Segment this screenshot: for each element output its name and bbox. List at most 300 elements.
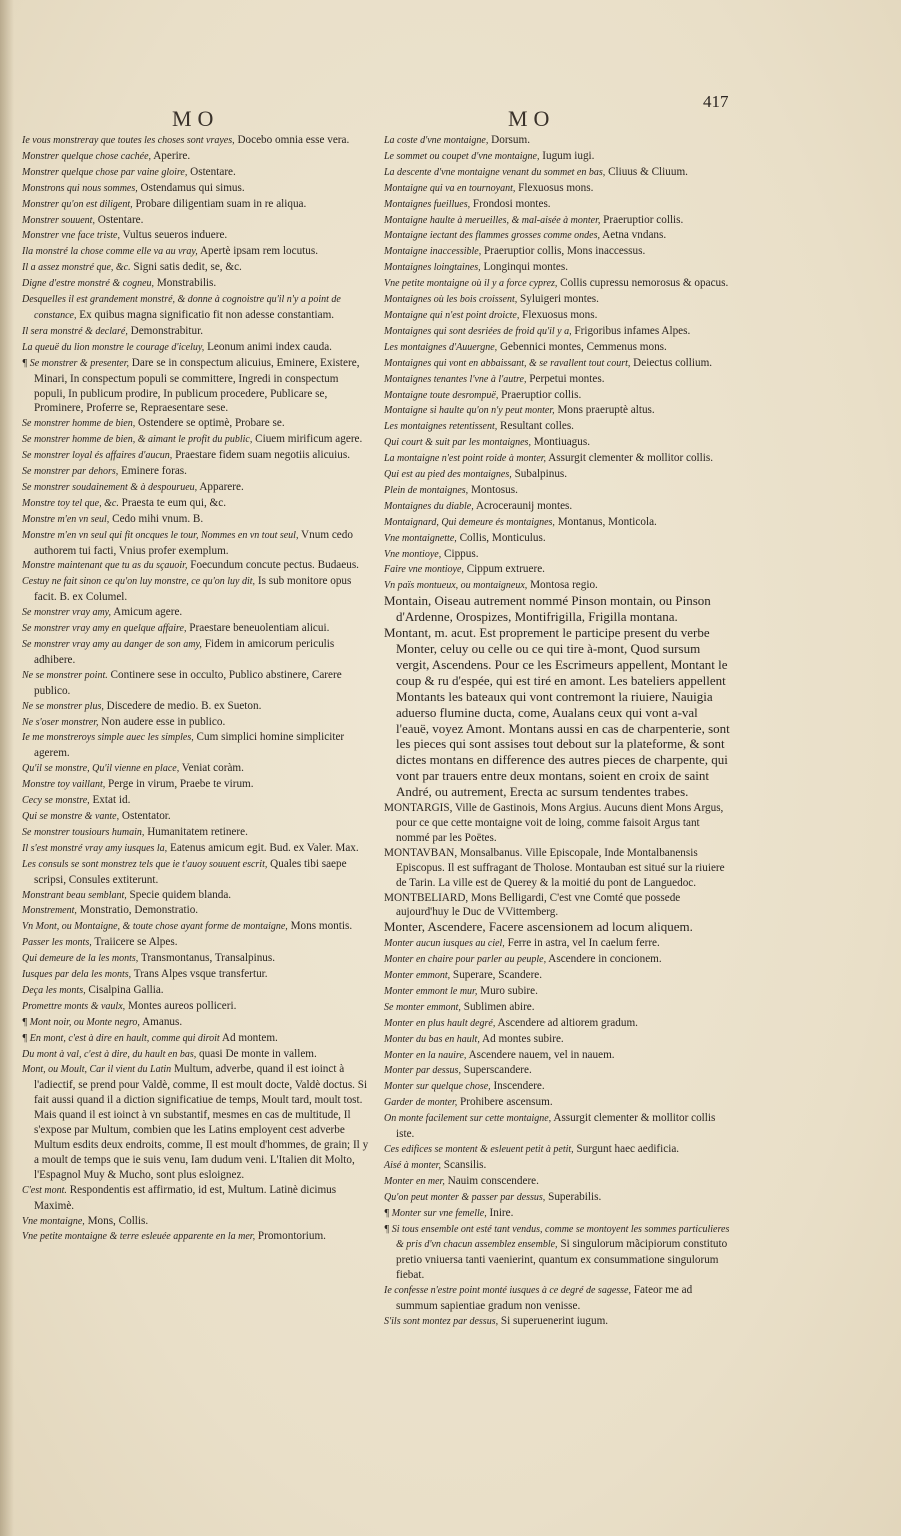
latin-translation: Montanus, Monticola.: [554, 515, 657, 528]
right-column: [384, 133, 732, 1330]
latin-translation: Probare diligentiam suam in re aliqua.: [132, 197, 307, 210]
dictionary-entry: [22, 935, 371, 951]
dictionary-entry: [22, 324, 371, 340]
dictionary-entry: [384, 846, 732, 891]
french-phrase: Montaigne inaccessible,: [384, 246, 482, 258]
french-phrase: Monstrer qu'on est diligent,: [22, 198, 133, 210]
latin-translation: Extat id.: [89, 794, 131, 807]
french-phrase: Monter sur quelque chose,: [384, 1081, 491, 1093]
latin-translation: Ascendere in concionem.: [546, 953, 662, 966]
dictionary-entry: [384, 133, 732, 149]
dictionary-entry: [384, 276, 732, 292]
latin-translation: Subalpinus.: [511, 468, 568, 481]
latin-translation: Docebo omnia esse vera.: [234, 134, 350, 146]
french-phrase: On monte facilement sur cette montaigne,: [384, 1113, 552, 1125]
french-phrase: ¶ Se monstrer & presenter,: [22, 357, 129, 369]
french-phrase: Monter emmont le mur,: [384, 985, 478, 997]
dictionary-entry: [22, 464, 371, 480]
dictionary-entry: [22, 825, 371, 841]
dictionary-entry: [384, 801, 732, 846]
french-phrase: Montaignes qui vont en abbaissant, & se ravallent tout court,: [384, 357, 631, 369]
latin-translation: Montiuagus.: [530, 436, 590, 449]
dictionary-entry: [22, 416, 371, 432]
latin-translation: Montosa regio.: [527, 579, 598, 592]
french-phrase: Monter en chaire pour parler au peuple,: [384, 954, 547, 966]
latin-translation: Collis, Monticulus.: [456, 531, 546, 544]
french-phrase: Montaignes fueillues,: [384, 198, 471, 210]
dictionary-entry: [22, 181, 371, 197]
french-phrase: Ne se monstrer point.: [22, 669, 108, 681]
latin-translation: Montant, m. acut. Est proprement le participe present du verbe Monter, celuy ou celle ou ce qui tire à-mont, Quod sursum vergit, Ascendens. Pour ce les Escrimeurs appellent, Montant le coup & ru d'espée, qui est tiré en amont. Les bateliers appellent Montants les bateaux qui vont contremont la riuiere, Nauigia aduerso flumine ducta, come, Aualans ceux qui vont a-val l'eauë, voyez Amont. Montans aussi en cas de charpenterie, sont les pieces qui sont assises tout debout sur la plateforme, & sont dictes montans en difference des autres pieces de charpente, qui vont par trauers entre deux montans, soient en croix de saint André, ou autrement, Erecta ac sursum tendentes trabes.: [384, 625, 730, 800]
french-phrase: Montaigne haulte à merueilles, & mal-aisée à monter,: [384, 214, 601, 226]
dictionary-entry: [384, 451, 732, 467]
french-phrase: Ie vous monstreray que toutes les choses sont vrayes,: [22, 135, 235, 146]
dictionary-entry: [384, 547, 732, 563]
dictionary-entry: [384, 1000, 732, 1016]
latin-translation: Ostentator.: [119, 809, 171, 822]
latin-translation: Ferre in astra, vel In caelum ferre.: [504, 937, 660, 950]
dictionary-entry: [22, 432, 371, 448]
dictionary-entry: [384, 1222, 732, 1284]
latin-translation: Is sub monitore opus facit. B. ex Columel.: [34, 575, 352, 604]
french-phrase: Deça les monts,: [22, 984, 86, 996]
dictionary-entry: [22, 761, 371, 777]
dictionary-entry: [384, 260, 732, 276]
dictionary-entry: [22, 133, 371, 149]
french-phrase: Ie confesse n'estre point monté iusques à ce degré de sagesse,: [384, 1285, 631, 1297]
french-phrase: Monter emmont,: [384, 970, 451, 982]
french-phrase: C'est mont.: [22, 1184, 67, 1196]
dictionary-entry: [384, 483, 732, 499]
dictionary-entry: [384, 968, 732, 984]
latin-translation: Signi satis dedit, se, &c.: [130, 261, 242, 274]
dictionary-entry: [22, 621, 371, 637]
french-phrase: Qu'on peut monter & passer par dessus,: [384, 1191, 546, 1203]
french-phrase: Monstre m'en vn seul qui fit oncques le tour, Nommes en vn tout seul,: [22, 529, 299, 541]
french-phrase: La coste d'vne montaigne,: [384, 135, 489, 146]
dictionary-entry: [22, 730, 371, 761]
latin-translation: MONTBELIARD, Mons Belligardi, C'est vne Comté que possede aujourd'huy le Duc de VVittemberg.: [384, 891, 681, 919]
latin-translation: Acroceraunij montes.: [473, 499, 573, 512]
french-phrase: Se monstrer vray amy en quelque affaire,: [22, 623, 187, 635]
dictionary-entry: [384, 594, 732, 626]
dictionary-entry: [22, 228, 371, 244]
latin-translation: Assurgit clementer & mollitor collis iste.: [396, 1112, 716, 1141]
latin-translation: Prohibere ascensum.: [457, 1096, 553, 1109]
dictionary-entry: [22, 276, 371, 292]
french-phrase: Se monstrer vray amy,: [22, 607, 112, 619]
dictionary-entry: [384, 562, 732, 578]
french-phrase: Le sommet ou coupet d'vne montaigne,: [384, 150, 540, 162]
dictionary-entry: [22, 903, 371, 919]
dictionary-entry: [22, 809, 371, 825]
french-phrase: Il s'est monstré vray amy iusques la,: [22, 842, 168, 854]
dictionary-entry: [22, 1229, 371, 1245]
french-phrase: Monter du bas en hault,: [384, 1033, 480, 1045]
french-phrase: Qui se monstre & vante,: [22, 810, 120, 822]
french-phrase: Promettre monts & vaulx,: [22, 1000, 126, 1012]
dictionary-entry: [384, 467, 732, 483]
latin-translation: Multum, adverbe, quand il est ioinct à l'adiectif, se prend pour Valdè, comme, Il est moult docte, Valdè doctus. Si fait aussi quand il a diction significatiue de temps, Moult tard, moult tost. Mais quand il est ioinct à vn substantif, mesmes en cas de multitude, Il s'expose par Multum, combien que les Latins employent cest adverbe Multum esdits deux endroits, comme, Il est moult d'hommes, de grain; Il y a moult de temps que ie suis venu, Iam dudum veni. L'Italien dit Molto, l'Espagnol Muy & Mucho, sont plus esloignez.: [34, 1063, 369, 1181]
latin-translation: Assurgit clementer & mollitor collis.: [546, 452, 714, 465]
french-phrase: Digne d'estre monstré & cogneu,: [22, 278, 155, 290]
latin-translation: Mons praeruptè altus.: [554, 404, 655, 417]
french-phrase: La descente d'vne montaigne venant du sommet en bas,: [384, 166, 606, 178]
dictionary-entry: [22, 1015, 371, 1031]
french-phrase: Monter aucun iusques au ciel,: [384, 938, 505, 950]
french-phrase: Monter en plus hault degré,: [384, 1017, 496, 1029]
dictionary-entry: [384, 1142, 732, 1158]
latin-translation: Praeruptior collis.: [600, 213, 684, 226]
latin-translation: Apparere.: [197, 480, 244, 493]
french-phrase: ¶ Si tous ensemble ont esté tant vendus, comme se montoyent les sommes particulieres & pris d'vn chacun assemblez ensemble,: [384, 1223, 730, 1251]
latin-translation: Ascendere ad altiorem gradum.: [495, 1016, 638, 1029]
latin-translation: Superabilis.: [545, 1190, 602, 1203]
latin-translation: Ostendamus qui simus.: [137, 181, 245, 194]
french-phrase: Vn Mont, ou Montaigne, & toute chose ayant forme de montaigne,: [22, 921, 288, 933]
latin-translation: Ex quibus magna significatio fit non adesse constantiam.: [76, 308, 335, 321]
french-phrase: Montaigne qui n'est point droicte,: [384, 309, 520, 321]
dictionary-entry: [22, 983, 371, 999]
latin-translation: Leonum animi index cauda.: [204, 340, 332, 353]
dictionary-entry: [384, 1063, 732, 1079]
dictionary-entry: [384, 1079, 732, 1095]
dictionary-entry: [22, 967, 371, 983]
french-phrase: Plein de montaignes,: [384, 484, 469, 496]
latin-translation: Nauim conscendere.: [444, 1174, 539, 1187]
latin-translation: MONTARGIS, Ville de Gastinois, Mons Argius. Aucuns dient Mons Argus, pour ce que cette montaigne voit de loing, comme faisoit Argus tant nommé par les Poëtes.: [384, 802, 724, 844]
latin-translation: Vnum cedo authorem tui facti, Vnius profer exemplum.: [34, 528, 353, 557]
french-phrase: S'ils sont montez par dessus,: [384, 1315, 499, 1327]
latin-translation: Eminere foras.: [118, 465, 187, 478]
dictionary-entry: [384, 1111, 732, 1142]
dictionary-entry: [384, 1190, 732, 1206]
french-phrase: Monter par dessus,: [384, 1065, 461, 1077]
latin-translation: Longinqui montes.: [480, 261, 568, 274]
latin-translation: Scansilis.: [440, 1158, 487, 1171]
french-phrase: Il a assez monstré que, &c.: [22, 262, 131, 274]
dictionary-entry: [22, 888, 371, 904]
dictionary-entry: [22, 841, 371, 857]
french-phrase: Cestuy ne fait sinon ce qu'on luy monstre, ce qu'on luy dit,: [22, 576, 256, 588]
latin-translation: Collis cupressu nemorosus & opacus.: [557, 277, 729, 290]
dictionary-entry: [22, 951, 371, 967]
latin-translation: Ciuem mirificum agere.: [252, 433, 363, 446]
dictionary-entry: [22, 512, 371, 528]
latin-translation: Ostentare.: [94, 213, 144, 226]
french-phrase: Montaigne toute desrompuë,: [384, 389, 499, 401]
page-number: 417: [703, 92, 729, 111]
dictionary-entry: [384, 499, 732, 515]
latin-translation: Resultant colles.: [497, 420, 574, 433]
latin-translation: Praestare fidem suam negotiis alicuius.: [172, 449, 350, 462]
dictionary-entry: [384, 403, 732, 419]
dictionary-entry: [384, 515, 732, 531]
french-phrase: Monstrer souuent,: [22, 214, 95, 226]
dictionary-entry: [384, 324, 732, 340]
latin-translation: Monter, Ascendere, Facere ascensionem ad locum aliquem.: [384, 919, 693, 935]
french-phrase: Ne se monstrer plus,: [22, 700, 104, 712]
french-phrase: Montaigne si haulte qu'on n'y peut monter,: [384, 405, 555, 417]
latin-translation: Ascendere nauem, vel in nauem.: [466, 1048, 615, 1061]
latin-translation: Superscandere.: [460, 1064, 532, 1077]
latin-translation: Si superuenerint iugum.: [498, 1314, 609, 1327]
dictionary-entry: [22, 999, 371, 1015]
latin-translation: Montes aureos polliceri.: [125, 999, 237, 1012]
latin-translation: quasi De monte in vallem.: [196, 1047, 317, 1060]
french-phrase: Desquelles il est grandement monstré, & donne à cognoistre qu'il n'y a point de constance,: [22, 294, 341, 321]
french-phrase: Se monstrer vray amy au danger de son amy,: [22, 639, 202, 650]
latin-translation: Perpetui montes.: [526, 372, 605, 385]
latin-translation: Superare, Scandere.: [450, 969, 543, 982]
french-phrase: Vn païs montueux, ou montaigneux,: [384, 580, 528, 592]
latin-translation: Eatenus amicum egit. Bud. ex Valer. Max.: [167, 841, 359, 854]
latin-translation: Flexuosus mons.: [515, 181, 594, 194]
latin-translation: Demonstrabitur.: [127, 324, 204, 337]
latin-translation: Cum simplici homine simpliciter agerem.: [34, 731, 345, 760]
latin-translation: Praestare beneuolentiam alicui.: [186, 622, 330, 635]
latin-translation: Mons, Collis.: [84, 1214, 149, 1227]
dictionary-entry: [22, 1183, 371, 1214]
dictionary-entry: [22, 356, 371, 417]
dictionary-entry: [22, 1031, 371, 1047]
dictionary-entry: [384, 149, 732, 165]
french-phrase: Vne petite montaigne & terre esleuée apparente en la mer,: [22, 1231, 256, 1243]
dictionary-entry: [22, 1047, 371, 1063]
dictionary-entry: [384, 1095, 732, 1111]
running-head-right: MO: [508, 106, 556, 131]
latin-translation: Dare se in conspectum alicuius, Eminere, Existere, Minari, In conspectum populi se committere, Ingredi in conspectum populi, In publicum prodire, In publicum procedere, Publicare se, Prominere, Proferre se, Repraesentare sese.: [34, 356, 360, 415]
latin-translation: Transmontanus, Transalpinus.: [138, 952, 276, 965]
french-phrase: Qui demeure de la les monts,: [22, 953, 139, 965]
french-phrase: Se monstrer par dehors,: [22, 466, 119, 478]
latin-translation: Perge in virum, Praebe te virum.: [105, 778, 254, 791]
latin-translation: MONTAVBAN, Monsalbanus. Ville Episcopale, Inde Montalbanensis Episcopus. Il est suffragant de Tholose. Montauban est situé sur la riuiere de Tarin. La ville est de Querey & la moitié du pont de Languedoc.: [384, 846, 725, 889]
french-phrase: Monstrons qui nous sommes,: [22, 182, 138, 194]
french-phrase: Les consuls se sont monstrez tels que ie t'auoy souuent escrit,: [22, 858, 268, 870]
dictionary-entry: [22, 793, 371, 809]
french-phrase: Monstre maintenant que tu as du sçauoir,: [22, 560, 188, 572]
dictionary-entry: [22, 292, 371, 324]
latin-translation: Montain, Oiseau autrement nommé Pinson montain, ou Pinson d'Ardenne, Orospizes, Montifrigilla, Frigilla montana.: [384, 593, 711, 625]
latin-translation: Discedere de medio. B. ex Sueton.: [103, 699, 262, 712]
latin-translation: Fidem in amicorum periculis adhibere.: [34, 638, 335, 666]
latin-translation: Praeruptior collis, Mons inaccessus.: [481, 245, 646, 258]
latin-translation: Veniat coràm.: [179, 762, 244, 775]
latin-translation: Cliuus & Cliuum.: [605, 165, 688, 178]
dictionary-entry: [22, 1062, 371, 1182]
dictionary-entry: [22, 528, 371, 559]
dictionary-entry: [22, 149, 371, 165]
latin-translation: Si singulorum mãcipiorum constituto pretio vniuersa tanti vaenierint, quantum ex consummatione singulorum fiebat.: [396, 1238, 728, 1282]
french-phrase: Qu'il se monstre, Qu'il vienne en place,: [22, 763, 180, 775]
latin-translation: Cisalpina Gallia.: [85, 983, 164, 996]
french-phrase: Monstre toy vaillant,: [22, 779, 106, 791]
dictionary-entry: [22, 340, 371, 356]
latin-translation: Muro subire.: [477, 984, 538, 997]
dictionary-entry: [384, 952, 732, 968]
dictionary-entry: [384, 1283, 732, 1314]
french-phrase: Monstrer vne face triste,: [22, 230, 120, 242]
dictionary-entry: [384, 531, 732, 547]
french-phrase: Se monstrer soudainement & à despourueu,: [22, 481, 198, 493]
latin-translation: Apertè ipsam rem locutus.: [197, 245, 319, 258]
french-phrase: Monstrer quelque chose par vaine gloire,: [22, 166, 188, 178]
dictionary-entry: [384, 213, 732, 229]
french-phrase: Vne montioye,: [384, 548, 442, 560]
french-phrase: Qui est au pied des montaignes,: [384, 469, 512, 481]
latin-translation: Quales tibi saepe scripsi, Consules extiterunt.: [34, 857, 347, 886]
french-phrase: Monstrement,: [22, 905, 77, 917]
latin-translation: Praeruptior collis.: [498, 388, 582, 401]
dictionary-entry: [384, 292, 732, 308]
french-phrase: Vne montaigne,: [22, 1215, 85, 1227]
dictionary-entry: [384, 626, 732, 801]
latin-translation: Continere sese in occulto, Publico abstinere, Carere publico.: [34, 668, 342, 697]
dictionary-entry: [384, 356, 732, 372]
left-column: [22, 133, 371, 1245]
latin-translation: Praesta te eum qui, &c.: [118, 496, 227, 509]
latin-translation: Amicum agere.: [111, 606, 183, 619]
french-phrase: Faire vne montioye,: [384, 564, 464, 576]
french-phrase: La queuë du lion monstre le courage d'iceluy,: [22, 341, 205, 353]
latin-translation: Ostendere se optimè, Probare se.: [135, 417, 285, 430]
french-phrase: Se monstrer homme de bien, & aimant le profit du public,: [22, 434, 253, 446]
french-phrase: Se monter emmont,: [384, 1001, 461, 1013]
dictionary-entry: [384, 1016, 732, 1032]
french-phrase: Ie me monstreroys simple auec les simples,: [22, 732, 194, 744]
french-phrase: Les montaignes d'Auuergne,: [384, 341, 498, 353]
french-phrase: Montaignes du diable,: [384, 500, 474, 512]
french-phrase: Ces edifices se montent & esleuent petit à petit,: [384, 1144, 574, 1155]
french-phrase: Se monstrer tousiours humain,: [22, 826, 145, 838]
french-phrase: Aisé à monter,: [384, 1159, 441, 1171]
french-phrase: ¶ Mont noir, ou Monte negro,: [22, 1016, 140, 1028]
dictionary-entry: [384, 435, 732, 451]
dictionary-entry: [384, 197, 732, 213]
french-phrase: Montaignes tenantes l'vne à l'autre,: [384, 373, 527, 385]
dictionary-entry: [22, 244, 371, 260]
dictionary-entry: [384, 228, 732, 244]
french-phrase: Monstrer quelque chose cachée,: [22, 150, 152, 162]
french-phrase: Monstre m'en vn seul,: [22, 513, 110, 525]
latin-translation: Inire.: [486, 1206, 514, 1219]
dictionary-entry: [384, 244, 732, 260]
french-phrase: ¶ Monter sur vne femelle,: [384, 1207, 487, 1219]
dictionary-entry: [22, 1214, 371, 1230]
dictionary-entry: [384, 165, 732, 181]
latin-translation: Frondosi montes.: [470, 197, 551, 210]
dictionary-entry: [384, 388, 732, 404]
french-phrase: Du mont à val, c'est à dire, du hault en bas,: [22, 1048, 197, 1060]
latin-translation: Trans Alpes vsque transfertur.: [131, 968, 268, 981]
latin-translation: Cedo mihi vnum. B.: [109, 512, 204, 525]
french-phrase: Monstre toy tel que, &c.: [22, 497, 119, 509]
latin-translation: Syluigeri montes.: [517, 293, 599, 306]
latin-translation: Ostentare.: [187, 165, 236, 178]
french-phrase: La montaigne n'est point roide à monter,: [384, 453, 547, 465]
french-phrase: Ila monstré la chose comme elle va au vray,: [22, 246, 198, 258]
latin-translation: Iugum iugi.: [539, 149, 595, 162]
latin-translation: Gebennici montes, Cemmenus mons.: [497, 340, 667, 353]
dictionary-entry: [384, 1048, 732, 1064]
french-phrase: Iusques par dela les monts,: [22, 969, 132, 981]
latin-translation: Ad montem.: [219, 1031, 278, 1044]
dictionary-entry: [384, 1158, 732, 1174]
latin-translation: Montosus.: [468, 483, 518, 496]
latin-translation: Surgunt haec aedificia.: [573, 1143, 680, 1155]
latin-translation: Cippus.: [441, 547, 479, 560]
dictionary-entry: [22, 213, 371, 229]
latin-translation: Monstratio, Demonstratio.: [76, 904, 199, 917]
dictionary-entry: [22, 605, 371, 621]
dictionary-entry: [22, 558, 371, 574]
french-phrase: Ne s'oser monstrer,: [22, 716, 99, 728]
french-phrase: Montaignes loingtaines,: [384, 262, 481, 274]
dictionary-entry: [22, 715, 371, 731]
latin-translation: Dorsum.: [488, 134, 530, 146]
french-phrase: Monter en la nauire,: [384, 1049, 467, 1061]
french-phrase: Cecy se monstre,: [22, 795, 90, 807]
latin-translation: Inscendere.: [490, 1080, 545, 1093]
dictionary-entry: [22, 919, 371, 935]
french-phrase: Montaignard, Qui demeure és montaignes,: [384, 516, 555, 528]
dictionary-entry: [22, 668, 371, 699]
dictionary-entry: [22, 496, 371, 512]
french-phrase: Mont, ou Moult, Car il vient du Latin: [22, 1064, 172, 1076]
french-phrase: Vne montaignette,: [384, 532, 457, 544]
dictionary-entry: [22, 574, 371, 605]
dictionary-entry: [22, 777, 371, 793]
latin-translation: Foecundum concute pectus. Budaeus.: [187, 559, 359, 572]
dictionary-entry: [22, 165, 371, 181]
running-head-left: MO: [172, 106, 220, 131]
dictionary-entry: [384, 419, 732, 435]
french-phrase: Se monstrer loyal és affaires d'aucun,: [22, 450, 173, 462]
french-phrase: Montaignes où les bois croissent,: [384, 294, 518, 306]
dictionary-entry: [384, 308, 732, 324]
french-phrase: Montaigne iectant des flammes grosses comme ondes,: [384, 230, 600, 242]
latin-translation: Deiectus collium.: [630, 356, 713, 369]
latin-translation: Fateor me ad summum sapientiae gradum non venisse.: [396, 1284, 693, 1313]
dictionary-entry: [22, 448, 371, 464]
dictionary-entry: [22, 260, 371, 276]
dictionary-entry: [22, 699, 371, 715]
french-phrase: Montaigne qui va en tournoyant,: [384, 182, 516, 194]
dictionary-entry: [384, 936, 732, 952]
dictionary-entry: [384, 578, 732, 594]
latin-translation: Flexuosus mons.: [519, 308, 598, 321]
french-phrase: Vne petite montaigne où il y a force cyprez,: [384, 278, 558, 290]
dictionary-entry: [384, 891, 732, 921]
french-phrase: Passer les monts,: [22, 937, 92, 949]
dictionary-entry: [22, 637, 371, 668]
dictionary-entry: [22, 480, 371, 496]
french-phrase: Monter en mer,: [384, 1175, 445, 1187]
latin-translation: Aperire.: [151, 149, 191, 162]
latin-translation: Non audere esse in publico.: [98, 715, 226, 728]
dictionary-entry: [384, 340, 732, 356]
french-phrase: Qui court & suit par les montaignes,: [384, 437, 531, 449]
latin-translation: Monstrabilis.: [154, 277, 217, 290]
latin-translation: Respondentis est affirmatio, id est, Multum. Latinè dicimus Maximè.: [34, 1183, 337, 1212]
french-phrase: Garder de monter,: [384, 1097, 458, 1109]
dictionary-entry: [22, 197, 371, 213]
latin-translation: Traiicere se Alpes.: [91, 936, 178, 949]
dictionary-entry: [384, 920, 732, 936]
dictionary-entry: [22, 857, 371, 888]
latin-translation: Specie quidem blanda.: [126, 888, 232, 901]
